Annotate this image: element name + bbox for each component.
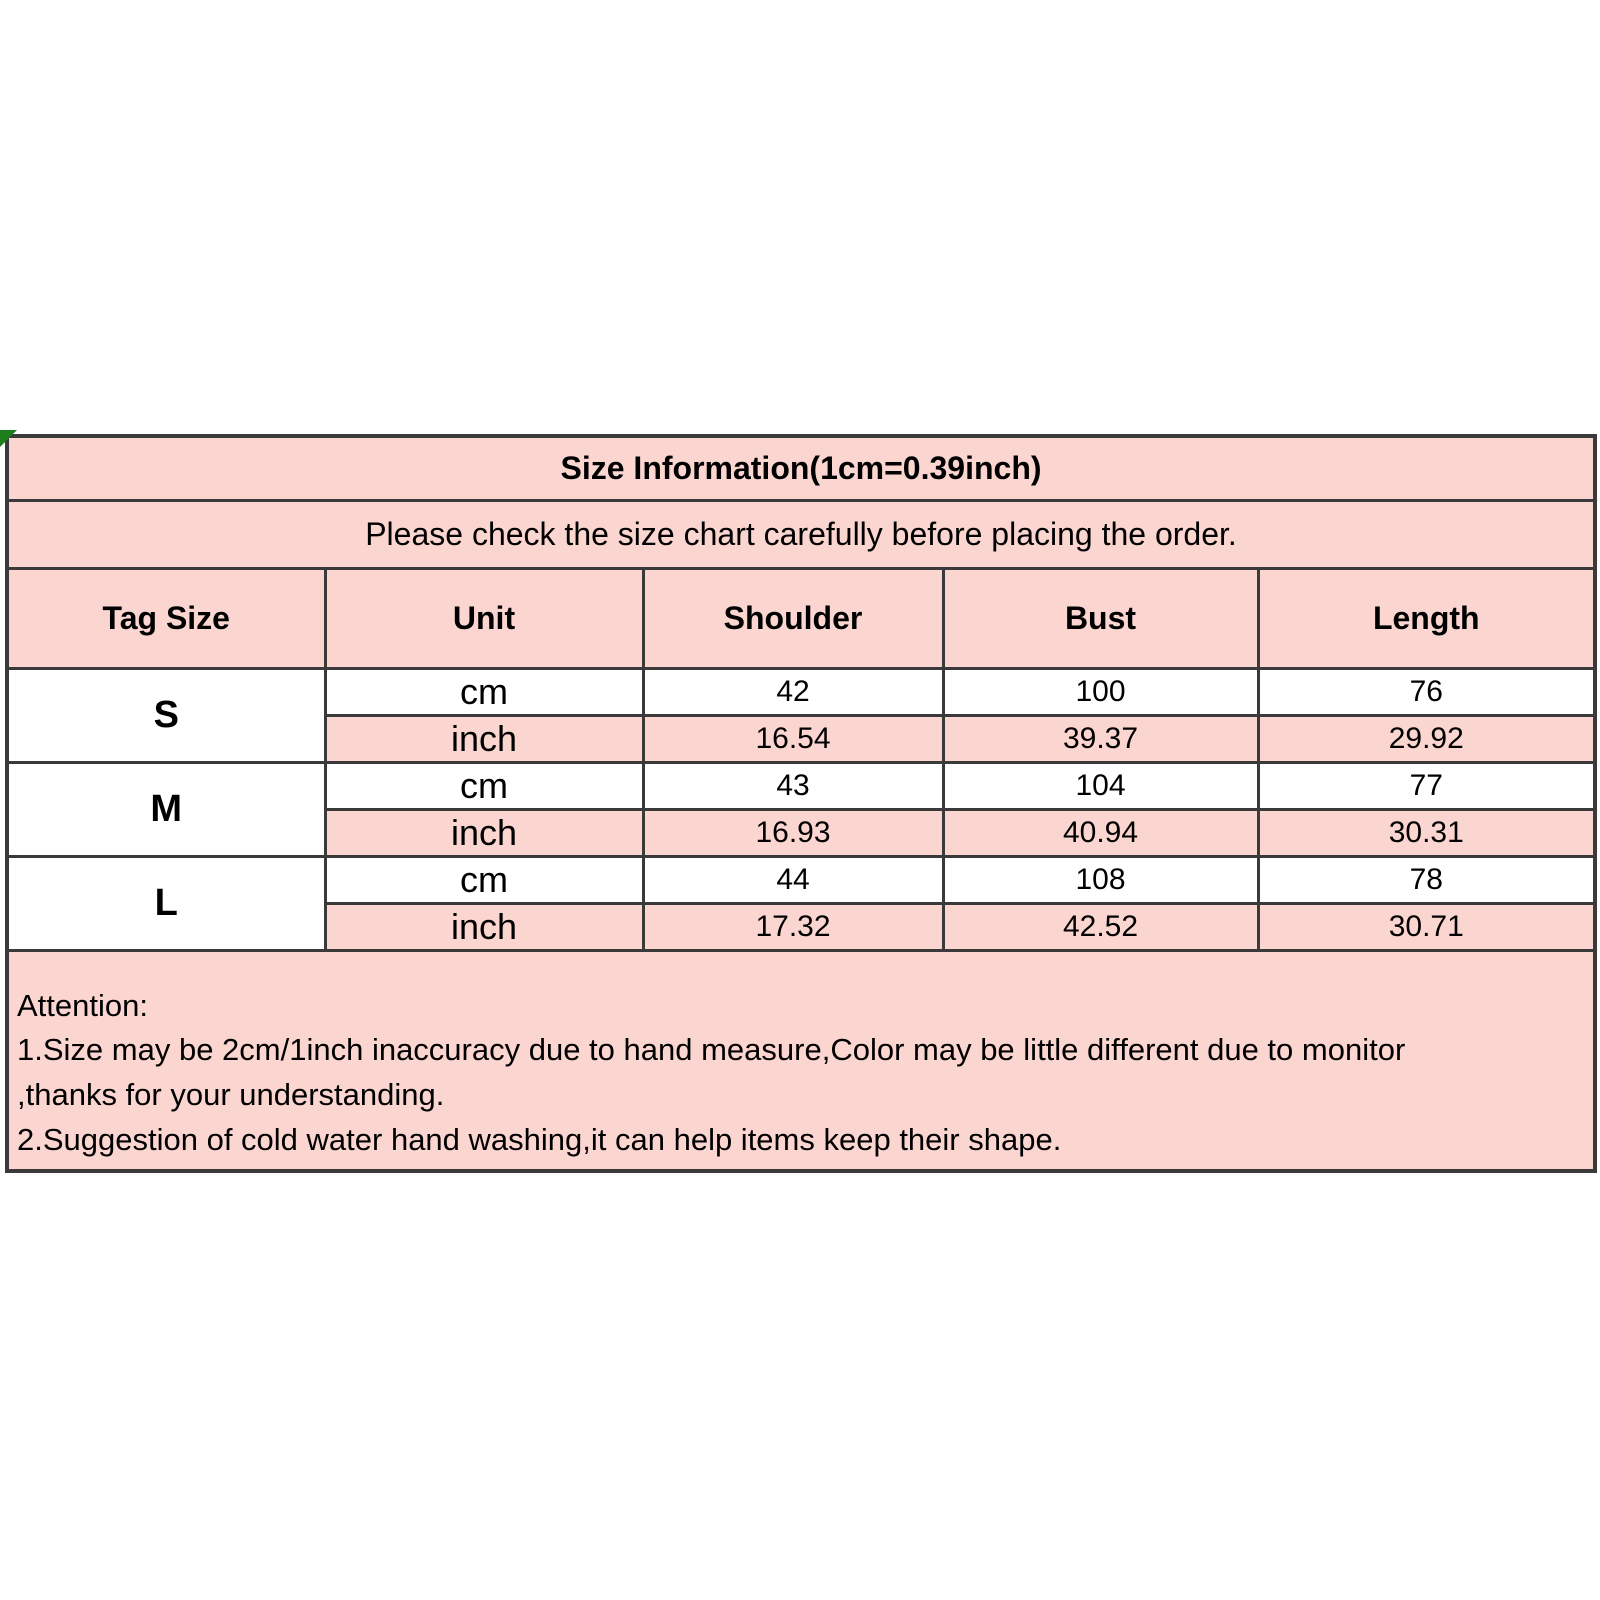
tag-size-l: L [7,856,325,950]
table-title: Size Information(1cm=0.39inch) [7,436,1595,500]
column-header-bust: Bust [943,568,1258,668]
row-l-cm [7,856,1595,903]
unit-label-inch: inch [325,715,643,762]
unit-label-cm: cm [325,668,643,715]
tag-size-s: S [7,668,325,762]
s-inch-shoulder-value: 16.54 [643,715,943,762]
m-inch-shoulder-value: 16.93 [643,809,943,856]
s-inch-bust-value: 39.37 [943,715,1258,762]
column-header-row [7,568,1595,668]
l-cm-shoulder-value: 44 [643,856,943,903]
attention-heading: Attention: [17,987,148,1023]
m-cm-shoulder-value: 43 [643,762,943,809]
m-inch-bust-value: 40.94 [943,809,1258,856]
attention-note-1-continued: ,thanks for your understanding. [17,1077,445,1113]
tag-size-m: M [7,762,325,856]
attention-cell [7,950,1595,1171]
attention-note-1: 1.Size may be 2cm/1inch inaccuracy due to hand measure,Color may be little different due to monitor [17,1032,1406,1068]
unit-label-cm: cm [325,762,643,809]
s-cm-bust-value: 100 [943,668,1258,715]
column-header-tag-size: Tag Size [7,568,325,668]
row-s-cm [7,668,1595,715]
spreadsheet-corner-marker-icon [0,430,17,447]
s-inch-length-value: 29.92 [1258,715,1595,762]
column-header-length: Length [1258,568,1595,668]
subtitle-row [7,500,1595,568]
l-inch-bust-value: 42.52 [943,903,1258,950]
table-subtitle: Please check the size chart carefully before placing the order. [7,500,1595,568]
s-cm-shoulder-value: 42 [643,668,943,715]
size-information-table [5,434,1597,1173]
column-header-shoulder: Shoulder [643,568,943,668]
s-cm-length-value: 76 [1258,668,1595,715]
m-inch-length-value: 30.31 [1258,809,1595,856]
unit-label-inch: inch [325,903,643,950]
title-row [7,436,1595,500]
column-header-unit: Unit [325,568,643,668]
l-inch-length-value: 30.71 [1258,903,1595,950]
unit-label-cm: cm [325,856,643,903]
unit-label-inch: inch [325,809,643,856]
l-cm-length-value: 78 [1258,856,1595,903]
attention-note-2: 2.Suggestion of cold water hand washing,it can help items keep their shape. [17,1122,1062,1158]
m-cm-length-value: 77 [1258,762,1595,809]
l-inch-shoulder-value: 17.32 [643,903,943,950]
row-m-cm [7,762,1595,809]
attention-row [7,950,1595,1171]
l-cm-bust-value: 108 [943,856,1258,903]
m-cm-bust-value: 104 [943,762,1258,809]
